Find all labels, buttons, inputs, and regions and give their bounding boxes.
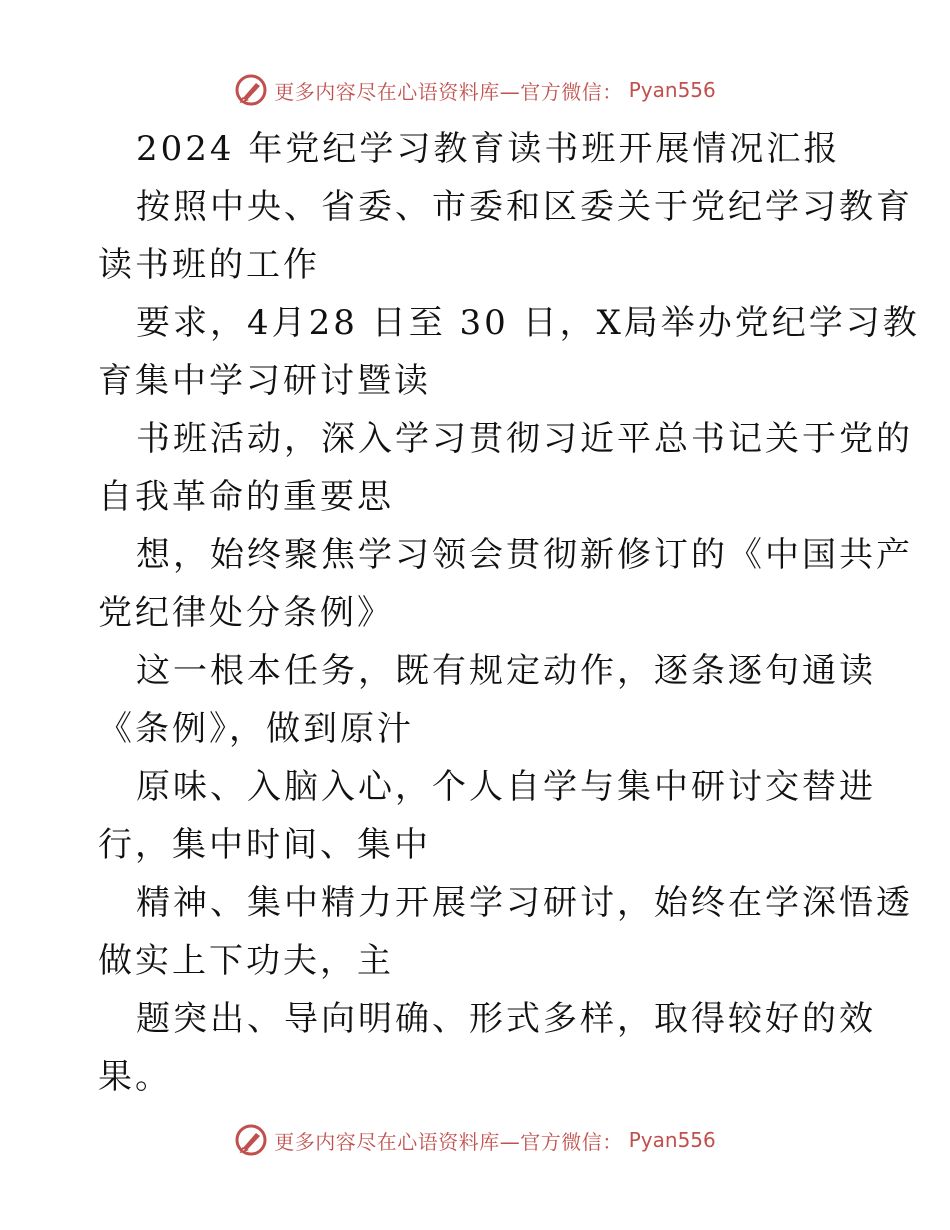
header-banner-text: 更多内容尽在心语资料库—官方微信： xyxy=(274,79,623,104)
document-body xyxy=(98,120,920,1106)
paragraph-line: 这一根本任务，既有规定动作，逐条逐句通读 xyxy=(136,651,876,691)
paragraph-line: 要求，4月28 日至 30 日，X局举办党纪学习教 xyxy=(136,303,920,343)
header-banner-contact: Pyan556 xyxy=(628,78,716,102)
paragraph-line: 按照中央、省委、市委和区委关于党纪学习教育 xyxy=(136,187,913,227)
paragraph-line: 自我革命的重要思 xyxy=(98,477,394,517)
pen-logo-icon xyxy=(234,1123,268,1157)
header-banner xyxy=(0,70,950,110)
paragraph-line: 行，集中时间、集中 xyxy=(98,825,431,865)
footer-banner-contact: Pyan556 xyxy=(628,1128,716,1152)
paragraph-line: 书班活动，深入学习贯彻习近平总书记关于党的 xyxy=(136,419,913,459)
paragraph-line: 题突出、导向明确、形式多样，取得较好的效 xyxy=(136,999,876,1039)
paragraph-line: 党纪律处分条例》 xyxy=(98,593,394,633)
paragraph-line: 育集中学习研讨暨读 xyxy=(98,361,431,401)
paragraph-line: 原味、入脑入心，个人自学与集中研讨交替进 xyxy=(136,767,876,807)
paragraph-line: 果。 xyxy=(98,1057,172,1097)
paragraph-line: 做实上下功夫，主 xyxy=(98,941,394,981)
paragraph-line: 《条例》，做到原汁 xyxy=(98,709,414,749)
document-title: 2024 年党纪学习教育读书班开展情况汇报 xyxy=(136,129,841,169)
paragraph-line: 想，始终聚焦学习领会贯彻新修订的《中国共产 xyxy=(136,535,913,575)
footer-banner-text: 更多内容尽在心语资料库—官方微信： xyxy=(274,1129,623,1154)
footer-banner xyxy=(0,1120,950,1160)
paragraph-line: 读书班的工作 xyxy=(98,245,320,285)
paragraph-line: 精神、集中精力开展学习研讨，始终在学深悟透 xyxy=(136,883,913,923)
pen-logo-icon xyxy=(234,73,268,107)
